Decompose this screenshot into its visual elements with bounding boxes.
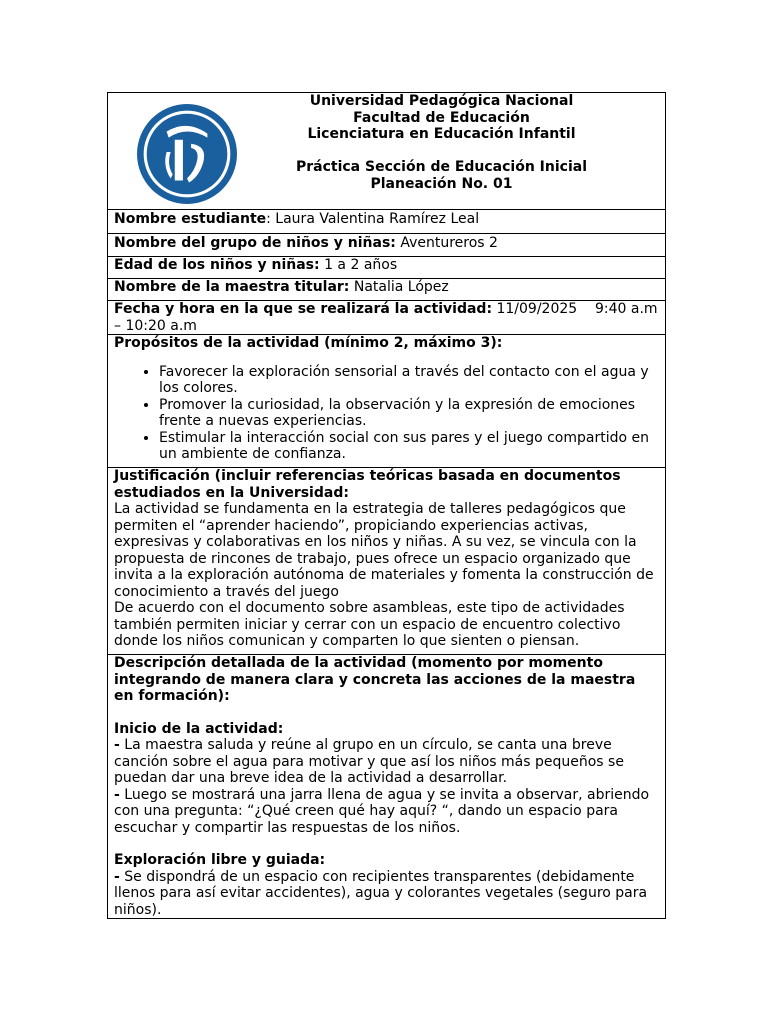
header-line — [218, 143, 665, 160]
header-line: Universidad Pedagógica Nacional — [309, 93, 574, 109]
purpose-item: • Promover la curiosidad, la observación y la expresión de emociones frente a nuevas experiencias. — [159, 397, 659, 430]
start-step-text: La maestra saluda y reúne al grupo en un círculo, se canta una breve canción sobre el agua para motivar y que así los niños más pequeños se puedan dar una breve idea de la actividad a desarrollar. — [114, 737, 624, 786]
justification-paragraph: De acuerdo con el documento sobre asambleas, este tipo de actividades también permiten iniciar y cerrar con un espacio de encuentro colectivo donde los niños comunican y comparten lo que sienten o piensan. — [114, 600, 625, 649]
group-value: Aventureros 2 — [395, 235, 498, 251]
purpose-item: • Favorecer la exploración sensorial a través del contacto con el agua y los colores. — [159, 364, 659, 397]
teacher-row — [108, 278, 665, 300]
teacher-value: Natalia López — [349, 279, 449, 295]
header-row — [108, 93, 665, 209]
header-line: Planeación No. 01 — [370, 175, 513, 192]
group-label: Nombre del grupo de niños y niñas: — [114, 235, 396, 251]
date-label: Fecha y hora en la que se realizará la actividad: — [114, 301, 493, 317]
description-row — [108, 654, 665, 918]
date-value: 11/09/2025 9:40 a.m – 10:20 a.m — [114, 301, 662, 334]
ages-value: 1 a 2 años — [319, 257, 398, 273]
purposes-row — [108, 334, 665, 467]
start-step-text: Luego se mostrará una jarra llena de agua y se invita a observar, abriendo con una pregunta: “¿Qué creen qué hay aquí? “, dando un espacio para escuchar y compartir las respuestas de los niños. — [114, 786, 650, 836]
header-title — [218, 93, 665, 192]
dash: - — [114, 786, 120, 803]
header-line: Licenciatura en Educación Infantil — [307, 126, 576, 142]
dash: - — [114, 737, 120, 753]
dash: - — [114, 868, 120, 885]
purposes-list — [114, 364, 659, 463]
start-title: Inicio de la actividad: — [114, 720, 284, 737]
justification-row — [108, 467, 665, 654]
date-row — [108, 300, 665, 334]
purpose-item: • Estimular la interacción social con sus pares y el juego compartido en un ambiente de confianza. — [159, 430, 659, 463]
student-value: : Laura Valentina Ramírez Leal — [266, 211, 480, 227]
ages-label: Edad de los niños y niñas: — [114, 257, 320, 273]
justification-paragraph: La actividad se fundamenta en la estrategia de talleres pedagógicos que permiten el “aprender haciendo”, propiciando experiencias activas, expresivas y colaborativas en los niños y niñas. A su vez, se vincula con la propuesta de rincones de trabajo, pues ofrece un espacio organizado que invita a la exploración autónoma de materiales y fomenta la construcción de conocimiento a través del juego — [114, 501, 654, 600]
group-row — [108, 233, 665, 256]
student-row — [108, 209, 665, 233]
purposes-label: Propósitos de la actividad (mínimo 2, máximo 3): — [114, 335, 503, 351]
justification-label: Justificación (incluir referencias teóricas basada en documentos estudiados en la Universidad: — [114, 468, 621, 501]
explore-step — [114, 869, 659, 919]
teacher-label: Nombre de la maestra titular: — [114, 279, 350, 295]
explore-step-text: Se dispondrá de un espacio con recipientes transparentes (debidamente llenos para así evitar accidentes), agua y colorantes vegetales (seguro para niños). — [114, 868, 648, 918]
planning-table — [107, 92, 666, 919]
start-step — [114, 737, 659, 787]
header-line: Facultad de Educación — [353, 109, 530, 126]
header-line: Práctica Sección de Educación Inicial — [295, 159, 588, 175]
start-step — [114, 787, 659, 837]
explore-title: Exploración libre y guiada: — [114, 852, 326, 868]
student-label: Nombre estudiante — [114, 211, 267, 227]
description-label: Descripción detallada de la actividad (momento por momento integrando de manera clara y concreta las acciones de la maestra en formación): — [114, 655, 636, 704]
ages-row — [108, 256, 665, 278]
